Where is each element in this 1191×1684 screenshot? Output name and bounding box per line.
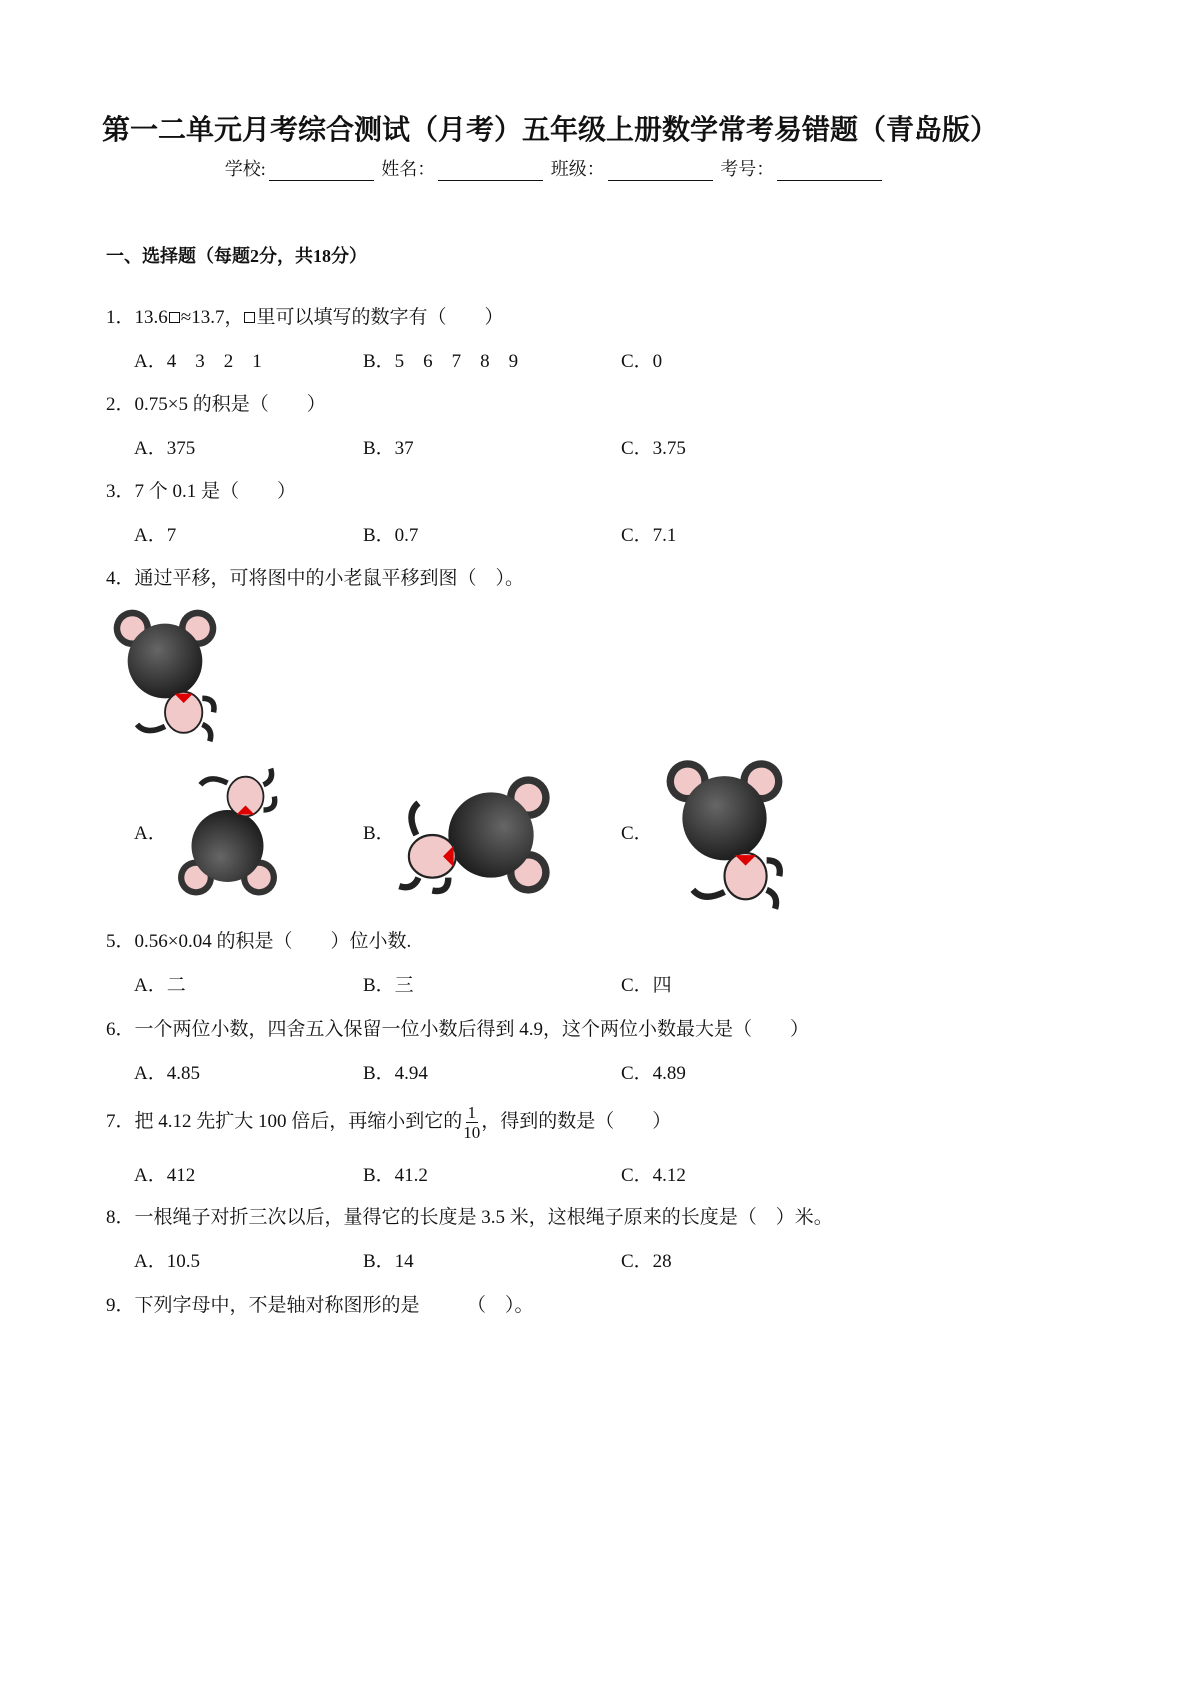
question-number: 3． — [106, 481, 135, 502]
option-b[interactable]: B．三 — [363, 975, 414, 996]
option-a[interactable]: A． — [134, 823, 167, 844]
question-text: ≈13.7， — [180, 307, 244, 328]
question-number: 9． — [106, 1295, 135, 1316]
school-label: 学校: — [224, 159, 266, 179]
question-text: 把 4.12 先扩大 100 倍后，再缩小到它的 — [134, 1110, 463, 1132]
question-text: ，得到的数是（ ） — [481, 1110, 672, 1132]
option-c[interactable]: C．7.1 — [621, 525, 677, 546]
option-c[interactable]: C．3.75 — [621, 438, 686, 459]
option-a[interactable]: A．4.85 — [134, 1063, 200, 1084]
question-text: 0.56×0.04 的积是（ ）位小数. — [134, 931, 412, 952]
question-2 — [106, 393, 326, 417]
question-number: 2． — [106, 394, 135, 415]
question-number: 7． — [106, 1110, 135, 1132]
question-text: 下列字母中，不是轴对称图形的是 （ ）。 — [134, 1295, 534, 1316]
blank-box-icon — [244, 312, 255, 323]
option-c[interactable]: C． — [621, 823, 653, 844]
question-number: 5． — [106, 931, 135, 952]
option-b[interactable]: B．0.7 — [363, 525, 419, 546]
option-b[interactable]: B．41.2 — [363, 1165, 428, 1186]
question-text: 7 个 0.1 是（ ） — [134, 481, 297, 502]
student-info-line — [0, 155, 1110, 181]
question-number: 6． — [106, 1019, 135, 1040]
question-1 — [106, 306, 503, 330]
fraction — [463, 1103, 480, 1142]
option-b[interactable]: B．14 — [363, 1251, 414, 1272]
option-a[interactable]: A．4 3 2 1 — [134, 351, 262, 372]
question-7 — [106, 1103, 671, 1142]
fraction-denominator: 10 — [463, 1123, 481, 1142]
option-a[interactable]: A．375 — [134, 438, 196, 459]
school-blank[interactable] — [269, 162, 374, 181]
question-8 — [106, 1206, 833, 1230]
question-text: 13.6 — [134, 307, 168, 328]
question-number: 4． — [106, 568, 135, 589]
question-number: 1． — [106, 307, 135, 328]
option-b[interactable]: B． — [363, 823, 395, 844]
question-5 — [106, 930, 411, 954]
option-a[interactable]: A．10.5 — [134, 1251, 200, 1272]
option-a[interactable]: A．二 — [134, 975, 186, 996]
number-blank[interactable] — [777, 162, 882, 181]
question-4 — [106, 567, 524, 591]
fraction-numerator: 1 — [467, 1103, 477, 1122]
question-text: 里可以填写的数字有（ ） — [256, 307, 504, 328]
blank-box-icon — [169, 312, 180, 323]
option-c[interactable]: C．0 — [621, 351, 663, 372]
number-label: 考号： — [720, 159, 775, 179]
option-b[interactable]: B．4.94 — [363, 1063, 428, 1084]
question-text: 一个两位小数，四舍五入保留一位小数后得到 4.9，这个两位小数最大是（ ） — [134, 1019, 810, 1040]
question-3 — [106, 480, 296, 504]
option-a[interactable]: A．7 — [134, 525, 177, 546]
question-number: 8． — [106, 1207, 135, 1228]
mouse-option-a-image[interactable] — [170, 765, 285, 900]
question-6 — [106, 1018, 809, 1042]
class-blank[interactable] — [608, 162, 713, 181]
class-label: 班级： — [550, 159, 605, 179]
name-blank[interactable] — [438, 162, 543, 181]
option-c[interactable]: C．4.12 — [621, 1165, 686, 1186]
option-b[interactable]: B．5 6 7 8 9 — [363, 351, 519, 372]
mouse-option-c-image[interactable] — [652, 755, 797, 913]
question-text: 0.75×5 的积是（ ） — [134, 394, 326, 415]
page-title: 第一二单元月考综合测试（月考）五年级上册数学常考易错题（青岛版） — [101, 113, 998, 146]
mouse-original-image — [105, 605, 225, 745]
option-c[interactable]: C．4.89 — [621, 1063, 686, 1084]
option-c[interactable]: C．四 — [621, 975, 672, 996]
question-text: 通过平移，可将图中的小老鼠平移到图（ ）。 — [134, 568, 525, 589]
option-c[interactable]: C．28 — [621, 1251, 672, 1272]
name-label: 姓名： — [381, 159, 436, 179]
question-9 — [106, 1294, 534, 1318]
question-text: 一根绳子对折三次以后，量得它的长度是 3.5 米，这根绳子原来的长度是（ ）米。 — [134, 1207, 833, 1228]
option-a[interactable]: A．412 — [134, 1165, 196, 1186]
option-b[interactable]: B．37 — [363, 438, 414, 459]
section-heading: 一、选择题（每题2分，共18分） — [106, 246, 367, 266]
mouse-option-b-image[interactable] — [395, 765, 555, 905]
